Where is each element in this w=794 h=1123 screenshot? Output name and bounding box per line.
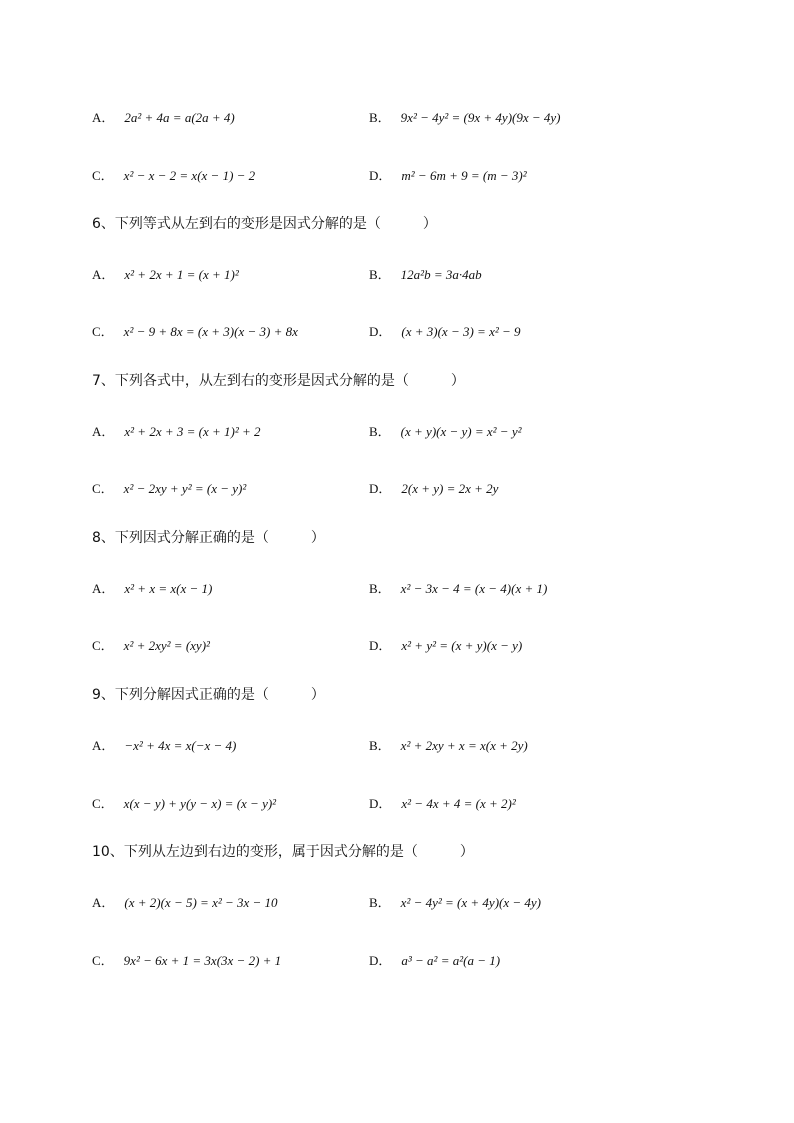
option-letter: B． bbox=[369, 581, 391, 596]
option-9a bbox=[92, 738, 236, 755]
option-letter: D． bbox=[369, 168, 392, 183]
option-6c bbox=[92, 324, 298, 341]
option-expression: x² + 2xy + x = x(x + 2y) bbox=[400, 738, 528, 753]
option-letter: D． bbox=[369, 953, 392, 968]
option-letter: A． bbox=[92, 581, 115, 596]
option-10b bbox=[369, 895, 541, 912]
option-expression: 2a² + 4a = a(2a + 4) bbox=[124, 110, 235, 125]
option-expression: 9x² − 4y² = (9x + 4y)(9x − 4y) bbox=[400, 110, 561, 125]
option-5c bbox=[92, 168, 255, 185]
option-letter: A． bbox=[92, 267, 115, 282]
option-expression: x² − 4x + 4 = (x + 2)² bbox=[401, 796, 516, 811]
option-letter: B． bbox=[369, 895, 391, 910]
option-6a bbox=[92, 267, 239, 284]
option-letter: D． bbox=[369, 638, 392, 653]
option-expression: 12a²b = 3a·4ab bbox=[400, 267, 482, 282]
option-10c bbox=[92, 953, 281, 970]
option-letter: C． bbox=[92, 638, 114, 653]
option-letter: C． bbox=[92, 953, 114, 968]
option-expression: x² − x − 2 = x(x − 1) − 2 bbox=[123, 168, 256, 183]
option-10a bbox=[92, 895, 278, 912]
option-letter: A． bbox=[92, 738, 115, 753]
option-expression: a³ − a² = a²(a − 1) bbox=[401, 953, 501, 968]
option-10d bbox=[369, 953, 500, 970]
question-10-stem: 10、下列从左边到右边的变形，属于因式分解的是（ ） bbox=[92, 844, 474, 860]
option-expression: x² − 9 + 8x = (x + 3)(x − 3) + 8x bbox=[123, 324, 298, 339]
option-expression: x² + 2x + 1 = (x + 1)² bbox=[124, 267, 239, 282]
option-6b bbox=[369, 267, 482, 284]
option-8d bbox=[369, 638, 522, 655]
option-7d bbox=[369, 481, 498, 498]
option-expression: x(x − y) + y(y − x) = (x − y)² bbox=[123, 796, 277, 811]
option-5a bbox=[92, 110, 235, 127]
option-expression: x² + 2x + 3 = (x + 1)² + 2 bbox=[124, 424, 261, 439]
option-letter: A． bbox=[92, 895, 115, 910]
option-8b bbox=[369, 581, 547, 598]
option-letter: C． bbox=[92, 796, 114, 811]
option-expression: m² − 6m + 9 = (m − 3)² bbox=[401, 168, 527, 183]
option-expression: (x + y)(x − y) = x² − y² bbox=[400, 424, 522, 439]
option-7c bbox=[92, 481, 246, 498]
option-expression: x² + y² = (x + y)(x − y) bbox=[401, 638, 523, 653]
question-8-stem: 8、下列因式分解正确的是（ ） bbox=[92, 530, 325, 546]
option-letter: D． bbox=[369, 481, 392, 496]
option-expression: x² − 4y² = (x + 4y)(x − 4y) bbox=[400, 895, 541, 910]
option-letter: C． bbox=[92, 481, 114, 496]
option-9d bbox=[369, 796, 516, 813]
option-letter: C． bbox=[92, 168, 114, 183]
option-expression: x² − 3x − 4 = (x − 4)(x + 1) bbox=[400, 581, 548, 596]
option-expression: 9x² − 6x + 1 = 3x(3x − 2) + 1 bbox=[123, 953, 282, 968]
option-8c bbox=[92, 638, 210, 655]
option-letter: D． bbox=[369, 324, 392, 339]
question-9-stem: 9、下列分解因式正确的是（ ） bbox=[92, 687, 325, 703]
option-8a bbox=[92, 581, 212, 598]
option-letter: D． bbox=[369, 796, 392, 811]
option-9b bbox=[369, 738, 528, 755]
option-5b bbox=[369, 110, 561, 127]
option-letter: A． bbox=[92, 424, 115, 439]
option-letter: A． bbox=[92, 110, 115, 125]
option-expression: (x + 3)(x − 3) = x² − 9 bbox=[401, 324, 521, 339]
option-expression: x² + x = x(x − 1) bbox=[124, 581, 213, 596]
option-6d bbox=[369, 324, 521, 341]
option-expression: −x² + 4x = x(−x − 4) bbox=[124, 738, 237, 753]
option-expression: x² − 2xy + y² = (x − y)² bbox=[123, 481, 247, 496]
option-letter: B． bbox=[369, 110, 391, 125]
option-expression: (x + 2)(x − 5) = x² − 3x − 10 bbox=[124, 895, 278, 910]
option-letter: B． bbox=[369, 738, 391, 753]
option-expression: 2(x + y) = 2x + 2y bbox=[401, 481, 499, 496]
option-letter: B． bbox=[369, 424, 391, 439]
option-7b bbox=[369, 424, 522, 441]
option-letter: B． bbox=[369, 267, 391, 282]
option-letter: C． bbox=[92, 324, 114, 339]
option-5d bbox=[369, 168, 527, 185]
option-7a bbox=[92, 424, 261, 441]
option-expression: x² + 2xy² = (xy)² bbox=[123, 638, 210, 653]
option-9c bbox=[92, 796, 276, 813]
question-6-stem: 6、下列等式从左到右的变形是因式分解的是（ ） bbox=[92, 216, 437, 232]
question-7-stem: 7、下列各式中，从左到右的变形是因式分解的是（ ） bbox=[92, 373, 465, 389]
